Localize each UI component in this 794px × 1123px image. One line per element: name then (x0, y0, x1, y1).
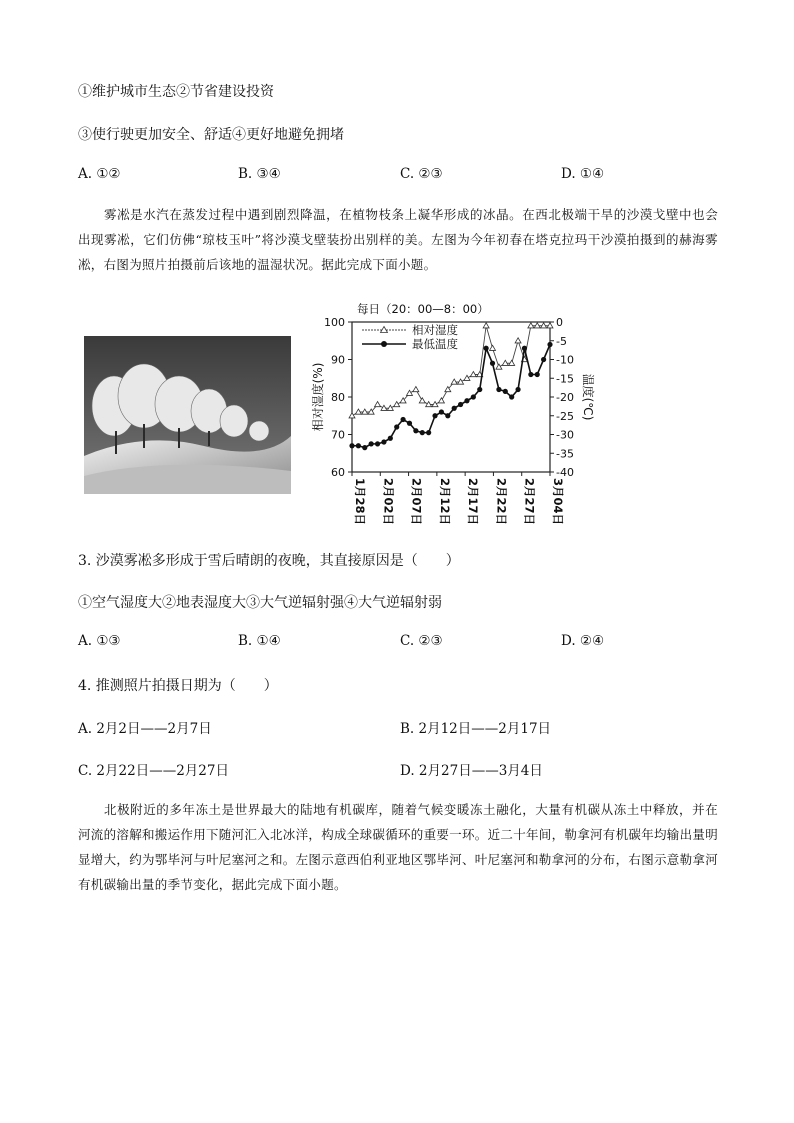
option-b: B. ③④ (238, 166, 281, 182)
y-tick-label: 60 (331, 466, 345, 479)
passage-rime-text: 雾凇是水汽在蒸发过程中遇到剧烈降温，在植物枝条上凝华形成的冰晶。在西北极端干旱的沙漠戈壁中也会出现雾凇，它们仿佛“琼枝玉叶”将沙漠戈壁装扮出别样的美。左图为今年初春在塔克拉玛干沙漠拍摄到的赫海雾凇，右图为照片拍摄前后该地的温湿状况。据此完成下面小题。 (78, 207, 718, 272)
y-tick-label: 70 (331, 428, 345, 442)
y2-tick-label: -10 (556, 353, 574, 367)
option-c: C. ②③ (400, 166, 443, 182)
rime-photo (84, 336, 291, 494)
y-axis-label: 相对湿度(%) (311, 362, 325, 432)
temperature-point (394, 424, 399, 429)
y2-tick-label: -40 (556, 466, 574, 479)
temperature-point (420, 430, 425, 435)
x-tick-label: 3月04日 (551, 478, 565, 526)
temperature-point (471, 394, 476, 399)
q3-stem: 3. 沙漠雾凇多形成于雪后晴朗的夜晚，其直接原因是（ ） (78, 553, 460, 569)
temperature-point (413, 428, 418, 433)
q3-statements: ①空气湿度大②地表湿度大③大气逆辐射强④大气逆辐射弱 (78, 595, 442, 611)
y2-tick-label: -15 (556, 372, 574, 386)
temperature-point (477, 387, 482, 392)
q4-stem: 4. 推测照片拍摄日期为（ ） (78, 678, 278, 694)
legend-humidity-marker (381, 327, 388, 333)
temperature-point (445, 413, 450, 418)
temperature-point (484, 346, 489, 351)
temperature-point (490, 361, 495, 366)
legend-temperature-label: 最低温度 (412, 337, 458, 351)
humidity-point (483, 323, 489, 328)
passage-carbon (78, 797, 718, 897)
y2-tick-label: -35 (556, 447, 574, 461)
x-tick-label: 2月07日 (409, 478, 424, 526)
x-tick-label: 2月12日 (437, 478, 452, 526)
series-line-temperature (352, 345, 550, 448)
y2-tick-label: -20 (556, 391, 574, 404)
humidity-point (515, 338, 521, 343)
humidity-point (490, 345, 496, 350)
temperature-point (369, 441, 374, 446)
x-tick-label: 2月02日 (381, 478, 396, 526)
temperature-point (426, 430, 431, 435)
y-tick-label: 100 (324, 316, 345, 329)
option-a: A. ①② (78, 166, 121, 182)
humidity-point (496, 364, 502, 369)
y-tick-label: 80 (331, 391, 345, 404)
temperature-point (458, 402, 463, 407)
temperature-point (432, 413, 437, 418)
q4-option-c: C. 2月22日——2月27日 (78, 763, 229, 779)
temperature-point (388, 436, 393, 441)
temperature-point (349, 443, 354, 448)
y-tick-label: 90 (331, 353, 345, 367)
passage-rime (78, 202, 718, 277)
y2-axis-label: 温度(℃) (581, 373, 595, 421)
temperature-point (522, 346, 527, 351)
legend-humidity-label: 相对湿度 (412, 323, 458, 337)
q4-option-b: B. 2月12日——2月17日 (400, 721, 552, 737)
temperature-point (528, 372, 533, 377)
humidity-point (375, 402, 381, 407)
q4-option-d: D. 2月27日——3月4日 (400, 763, 543, 779)
temperature-point (464, 398, 469, 403)
temperature-point (356, 443, 361, 448)
temperature-point (515, 387, 520, 392)
option-d: D. ①④ (561, 166, 605, 182)
temperature-point (362, 445, 367, 450)
humidity-point (394, 402, 400, 407)
statement-line-1: ①维护城市生态②节省建设投资 (78, 84, 274, 100)
temperature-point (509, 394, 514, 399)
x-tick-label: 2月22日 (494, 478, 509, 526)
temperature-point (541, 357, 546, 362)
y2-tick-label: -5 (556, 334, 567, 348)
temperature-point (400, 417, 405, 422)
temperature-point (535, 372, 540, 377)
temperature-point (496, 387, 501, 392)
humidity-point (419, 398, 425, 403)
passage-carbon-text: 北极附近的多年冻土是世界最大的陆地有机碳库，随着气候变暖冻土融化，大量有机碳从冻土中释放，并在河流的溶解和搬运作用下随河汇入北冰洋，构成全球碳循环的重要一环。近二十年间，勒拿河有机碳年均输出量明显增大，约为鄂毕河与叶尼塞河之和。左图示意西伯利亚地区鄂毕河、叶尼塞河和勒拿河的分布，右图示意勒拿河有机碳输出量的季节变化，据此完成下面小题。 (78, 802, 719, 892)
q3-option-b: B. ①④ (238, 633, 281, 649)
temperature-point (439, 409, 444, 414)
temperature-point (452, 406, 457, 411)
x-tick-label: 2月27日 (522, 478, 537, 526)
temperature-point (547, 342, 552, 347)
humidity-point (406, 390, 412, 395)
humidity-temperature-chart (300, 298, 595, 530)
q3-option-a: A. ①③ (78, 633, 121, 649)
q4-option-a: A. 2月2日——2月7日 (78, 721, 212, 737)
statement-line-2: ③使行驶更加安全、舒适④更好地避免拥堵 (78, 127, 344, 143)
q3-option-d: D. ②④ (561, 633, 605, 649)
humidity-point (349, 413, 355, 418)
humidity-point (464, 375, 470, 380)
legend-temperature-marker (381, 341, 387, 347)
temperature-point (503, 389, 508, 394)
y2-tick-label: 0 (556, 316, 563, 329)
chart-title: 每日（20：00—8：00） (357, 302, 489, 316)
temperature-point (375, 441, 380, 446)
q3-option-c: C. ②③ (400, 633, 443, 649)
y2-tick-label: -30 (556, 428, 574, 442)
x-tick-label: 2月17日 (466, 478, 481, 526)
y2-tick-label: -25 (556, 409, 574, 423)
x-tick-label: 1月28日 (353, 478, 367, 526)
temperature-point (407, 421, 412, 426)
temperature-point (381, 439, 386, 444)
humidity-point (413, 387, 419, 392)
humidity-point (438, 398, 444, 403)
